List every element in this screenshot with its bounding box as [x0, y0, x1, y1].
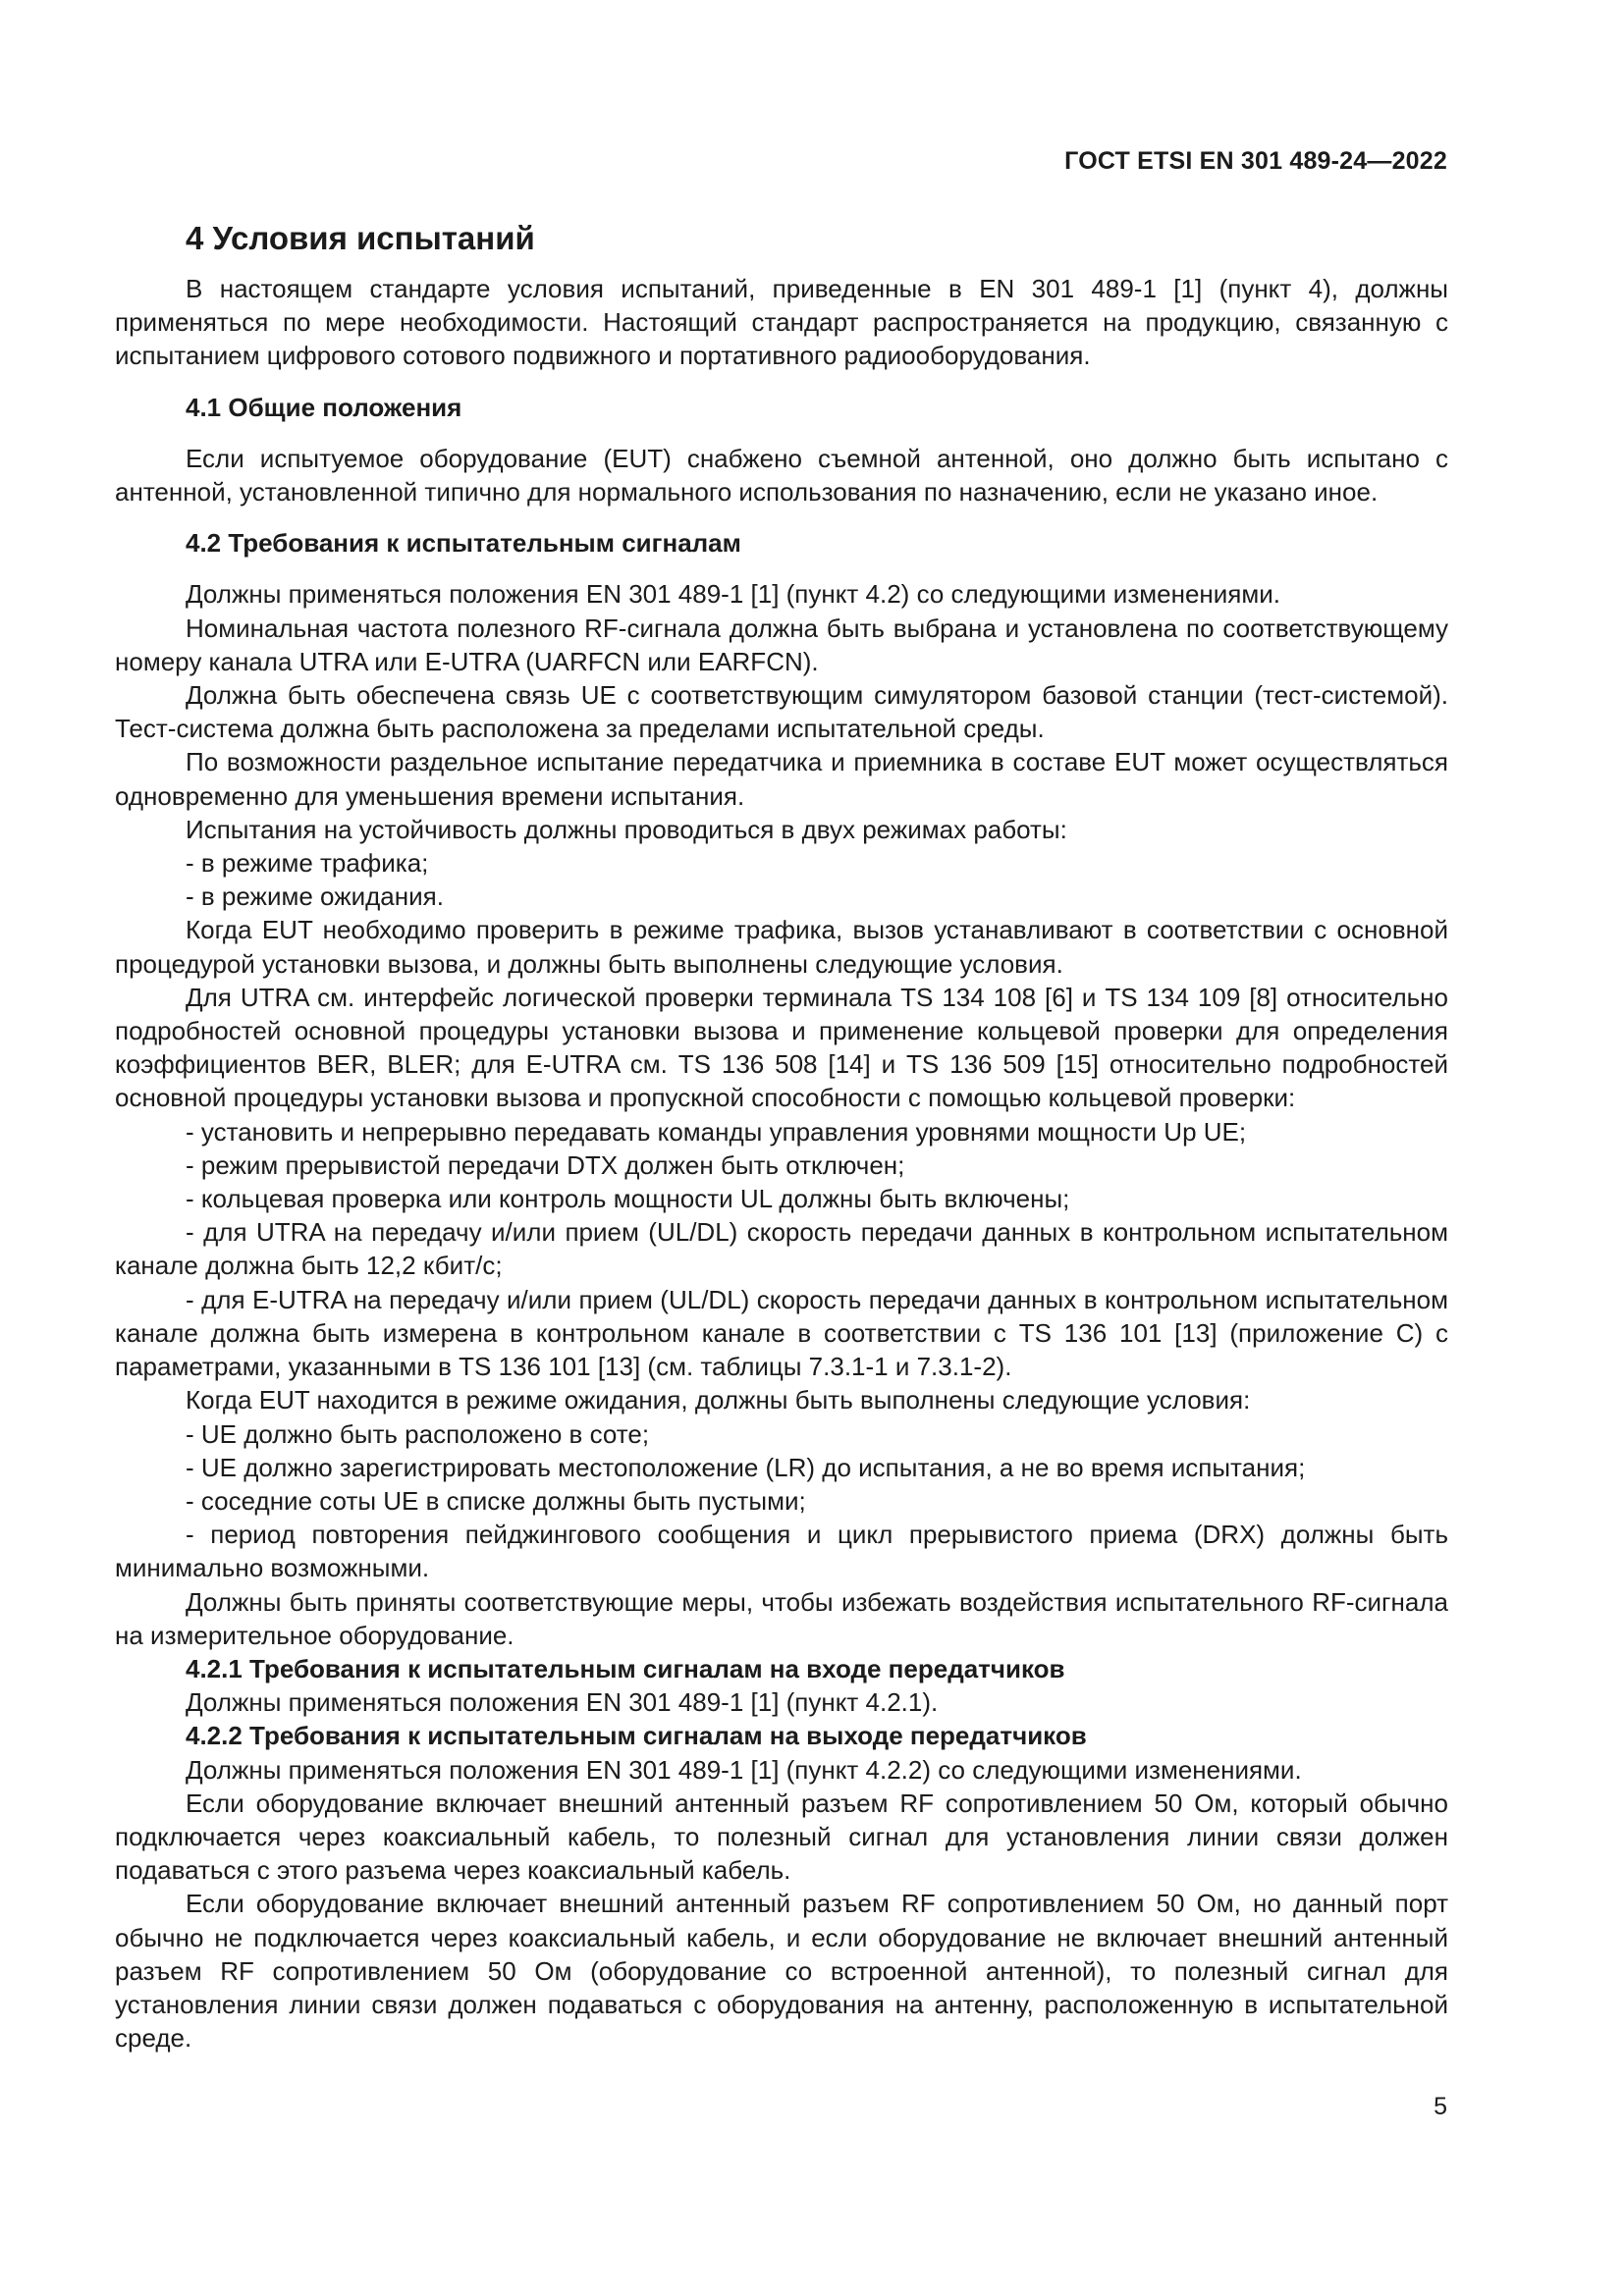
mode-list-item: - в режиме трафика;: [186, 848, 429, 879]
section-4-2-paragraph: Когда EUT необходимо проверить в режиме трафика, вызов устанавливают в соответствии с основной процедурой установки вызова, и должны быть выполнены следующие условия.: [115, 915, 1448, 979]
idle-condition-item: - UE должно быть расположено в соте;: [186, 1418, 650, 1449]
section-4-title: 4 Условия испытаний: [186, 220, 535, 256]
section-4-2-paragraph: Испытания на устойчивость должны проводиться в двух режимах работы:: [186, 814, 1067, 844]
section-4-2-paragraph: Когда EUT находится в режиме ожидания, должны быть выполнены следующие условия:: [186, 1385, 1251, 1415]
traffic-condition-item: - кольцевая проверка или контроль мощности UL должны быть включены;: [186, 1184, 1070, 1214]
page-number: 5: [1434, 2093, 1447, 2120]
idle-condition-item: - период повторения пейджингового сообщения и цикл прерывистого приема (DRX) должны быть минимально возможными.: [115, 1520, 1448, 1583]
section-4-2-1-text: Должны применяться положения EN 301 489-1 [1] (пункт 4.2.1).: [186, 1687, 939, 1718]
section-4-2-paragraph: Должна быть обеспечена связь UE с соответствующим симулятором базовой станции (тест-системой). Тест-система должна быть расположена за пределами испытательной среды.: [115, 680, 1448, 744]
idle-condition-item: - соседние соты UE в списке должны быть пустыми;: [186, 1485, 806, 1516]
traffic-condition-item: - для E-UTRA на передачу и/или прием (UL/DL) скорость передачи данных в контрольном испытательном канале должна быть измерена в контрольном канале в соответствии с TS 136 101 [13] (приложение С) с параметрами, указанными в TS 136 101 [13] (см. таблицы 7.3.1-1 и 7.3.1-2).: [115, 1284, 1448, 1382]
traffic-condition-item: - для UTRA на передачу и/или прием (UL/DL) скорость передачи данных в контрольном испытательном канале должна быть 12,2 кбит/с;: [115, 1217, 1448, 1281]
section-4-2-2-paragraph: Должны применяться положения EN 301 489-1 [1] (пункт 4.2.2) со следующими изменениями.: [186, 1754, 1302, 1785]
section-4-2-2-title: 4.2.2 Требования к испытательным сигналам на выходе передатчиков: [186, 1721, 1087, 1751]
section-4-2-paragraph: Должны быть приняты соответствующие меры, чтобы избежать воздействия испытательного RF-сигнала на измерительное оборудование.: [115, 1586, 1448, 1650]
section-4-2-title: 4.2 Требования к испытательным сигналам: [186, 528, 741, 559]
section-4-2-paragraph: Номинальная частота полезного RF-сигнала должна быть выбрана и установлена по соответствующему номеру канала UTRA или E-UTRA (UARFCN или EARFCN).: [115, 613, 1448, 676]
section-4-2-paragraph: Для UTRA см. интерфейс логической проверки терминала TS 134 108 [6] и TS 134 109 [8] относительно подробностей основной процедуры установки вызова и применение кольцевой проверки для определения коэффициентов BER, BLER; для E-UTRA см. TS 136 508 [14] и TS 136 509 [15] относительно подробностей основной процедуры установки вызова и пропускной способности с помощью кольцевой проверки:: [115, 982, 1448, 1113]
traffic-condition-item: - установить и непрерывно передавать команды управления уровнями мощности Up UE;: [186, 1116, 1247, 1147]
section-4-2-2-paragraph: Если оборудование включает внешний антенный разъем RF сопротивлением 50 Ом, который обычно подключается через коаксиальный кабель, то полезный сигнал для установления линии связи должен подаваться с этого разъема через коаксиальный кабель.: [115, 1788, 1448, 1886]
section-4-intro: В настоящем стандарте условия испытаний, приведенные в EN 301 489-1 [1] (пункт 4), должны применяться по мере необходимости. Настоящий стандарт распространяется на продукцию, связанную с испытанием цифрового сотового подвижного и портативного радиооборудования.: [115, 274, 1448, 371]
section-4-2-1-title: 4.2.1 Требования к испытательным сигналам на входе передатчиков: [186, 1653, 1065, 1683]
page-content: [115, 219, 1448, 2055]
section-4-2-paragraph: Должны применяться положения EN 301 489-1 [1] (пункт 4.2) со следующими изменениями.: [186, 579, 1280, 610]
section-4-2-2-paragraph: Если оборудование включает внешний антенный разъем RF сопротивлением 50 Ом, но данный порт обычно не подключается через коаксиальный кабель, и если оборудование не включает внешний антенный разъем RF сопротивлением 50 Ом (оборудование со встроенной антенной), то полезный сигнал для установления линии связи должен подаваться с оборудования на антенну, расположенную в испытательной среде.: [115, 1889, 1448, 2054]
section-4-2-paragraph: По возможности раздельное испытание передатчика и приемника в составе EUT может осуществляться одновременно для уменьшения времени испытания.: [115, 747, 1448, 811]
traffic-condition-item: - режим прерывистой передачи DTX должен быть отключен;: [186, 1149, 905, 1180]
standard-header: ГОСТ ETSI EN 301 489-24—2022: [1064, 147, 1447, 175]
section-4-1-title: 4.1 Общие положения: [186, 392, 462, 422]
idle-condition-item: - UE должно зарегистрировать местоположение (LR) до испытания, а не во время испытания;: [186, 1452, 1306, 1482]
section-4-1-text: Если испытуемое оборудование (EUT) снабжено съемной антенной, оно должно быть испытано с антенной, установленной типично для нормального использования по назначению, если не указано иное.: [115, 443, 1448, 507]
mode-list-item: - в режиме ожидания.: [186, 881, 444, 912]
